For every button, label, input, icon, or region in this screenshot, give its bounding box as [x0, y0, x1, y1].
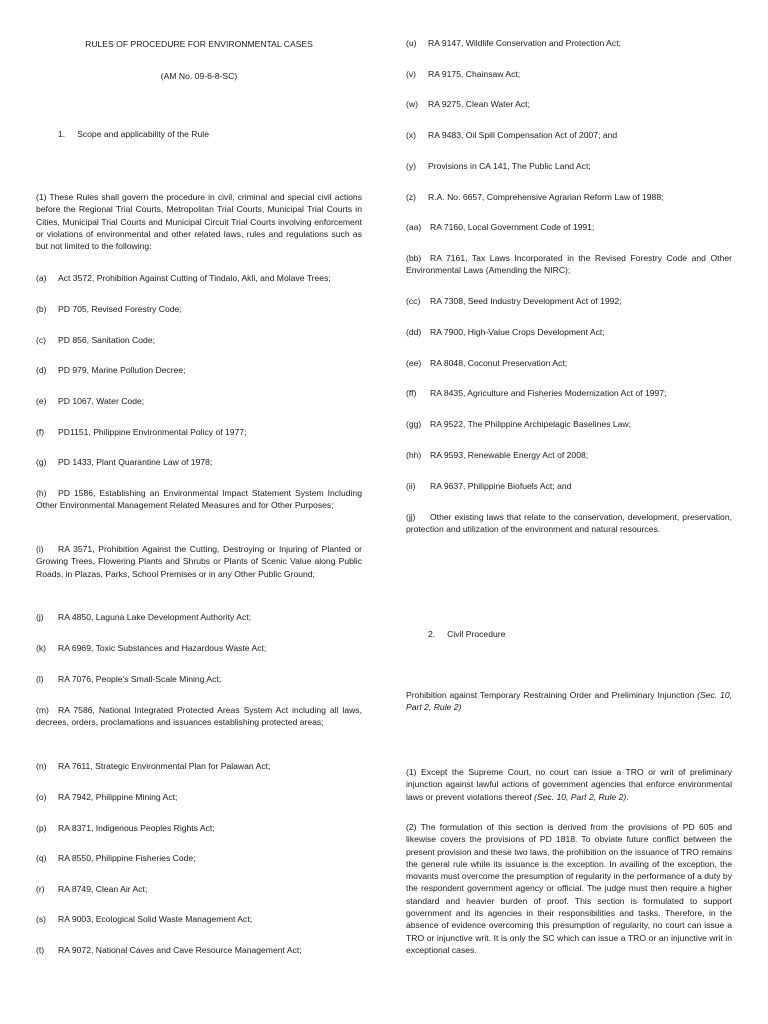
list-item	[406, 68, 732, 80]
list-item	[36, 364, 362, 376]
item-text: PD 856, Sanitation Code;	[58, 335, 155, 345]
item-text: RA 7900, High-Value Crops Development Act;	[430, 327, 605, 337]
item-label: (t)	[36, 945, 45, 955]
item-label: (x)	[406, 130, 417, 140]
item-label: (w)	[406, 99, 418, 109]
item-label: (s)	[36, 914, 47, 924]
item-text: RA 9522, The Philippine Archipelagic Baselines Law;	[430, 419, 631, 429]
list-item	[406, 98, 732, 110]
item-label: (y)	[406, 161, 417, 171]
item-text: RA 8371, Indigenous Peoples Rights Act;	[58, 823, 215, 833]
item-label: (bb)	[406, 253, 422, 263]
list-item	[36, 944, 362, 956]
item-text: PD 1433, Plant Quarantine Law of 1978;	[58, 457, 213, 467]
paragraph-end: .	[626, 791, 629, 802]
paragraph-tro	[406, 766, 732, 803]
item-text: RA 7942, Philippine Mining Act;	[58, 792, 178, 802]
item-label: (cc)	[406, 296, 421, 306]
item-label: (dd)	[406, 327, 422, 337]
paragraph-text: (1) Except the Supreme Court, no court can issue a TRO or writ of preliminary injunction against lawful actions of government agencies that enforce environmental laws or prevent violations thereof	[406, 767, 732, 802]
list-item	[36, 272, 362, 284]
item-label: (o)	[36, 792, 47, 802]
list-item	[406, 511, 732, 536]
prohibition-text: Prohibition against Temporary Restraining Order and Preliminary Injunction	[406, 690, 698, 700]
item-label: (b)	[36, 304, 47, 314]
item-label: (r)	[36, 884, 45, 894]
item-label: (l)	[36, 674, 44, 684]
prohibition-citation: (Sec. 10, Part 2, Rule 2)	[406, 690, 732, 713]
item-label: (jj)	[406, 512, 416, 522]
item-text: RA 7076, People’s Small-Scale Mining Act;	[58, 674, 222, 684]
list-item	[36, 791, 362, 803]
item-label: (z)	[406, 192, 417, 202]
item-text: RA 8435, Agriculture and Fisheries Modernization Act of 1997;	[430, 388, 667, 398]
item-text: PD 1067, Water Code;	[58, 396, 145, 406]
item-text: RA 7161, Tax Laws Incorporated in the Revised Forestry Code and Other Environmental Laws (Amending the NIRC);	[406, 253, 732, 276]
item-text: Other existing laws that relate to the conservation, development, preservation, protection and utilization of the environment and natural resources.	[406, 512, 732, 535]
item-text: RA 9593, Renewable Energy Act of 2008;	[430, 450, 589, 460]
item-text: RA 3571, Prohibition Against the Cutting, Destroying or Injuring of Planted or Growing Trees, Flowering Plants and Shrubs or Plants of Scenic Value along Public Roads, in Plazas, Parks, School Premises or in any Other Public Ground;	[36, 544, 362, 579]
item-label: (gg)	[406, 419, 422, 429]
item-label: (hh)	[406, 450, 422, 460]
document-title: RULES OF PROCEDURE FOR ENVIRONMENTAL CASES	[85, 39, 313, 49]
list-item	[36, 395, 362, 407]
list-item	[406, 37, 732, 49]
item-text: Act 3572, Prohibition Against Cutting of Tindalo, Akli, and Molave Trees;	[58, 273, 331, 283]
section-2-heading	[406, 628, 754, 640]
item-text: RA 9637, Philippine Biofuels Act; and	[430, 481, 572, 491]
item-text: RA 7611, Strategic Environmental Plan for Palawan Act;	[58, 761, 271, 771]
item-label: (ee)	[406, 358, 422, 368]
item-label: (n)	[36, 761, 47, 771]
list-item	[36, 426, 362, 438]
list-item	[406, 480, 732, 492]
list-item	[406, 449, 732, 461]
list-item	[406, 191, 732, 203]
item-label: (e)	[36, 396, 47, 406]
paragraph-citation: (Sec. 10, Part 2, Rule 2)	[534, 791, 627, 802]
item-text: PD 705, Revised Forestry Code;	[58, 304, 182, 314]
list-item	[36, 883, 362, 895]
item-label: (m)	[36, 705, 49, 715]
list-item	[36, 642, 362, 654]
list-item	[36, 822, 362, 834]
item-text: RA 6969, Toxic Substances and Hazardous Waste Act;	[58, 643, 267, 653]
item-text: PD1151, Philippine Environmental Policy of 1977;	[58, 427, 247, 437]
item-label: (c)	[36, 335, 47, 345]
list-item	[36, 456, 362, 468]
section-title: Scope and applicability of the Rule	[77, 129, 209, 139]
prohibition-heading	[406, 689, 732, 714]
list-item	[36, 760, 362, 772]
list-item	[406, 295, 732, 307]
item-text: RA 7586, National Integrated Protected Areas System Act including all laws, decrees, orders, proclamations and issuances establishing protected areas;	[36, 705, 362, 728]
item-label: (k)	[36, 643, 47, 653]
item-text: RA 9275, Clean Water Act;	[428, 99, 530, 109]
list-item	[36, 334, 362, 346]
list-item	[36, 611, 362, 623]
list-item	[36, 852, 362, 864]
item-text: RA 4850, Laguna Lake Development Authority Act;	[58, 612, 252, 622]
section-number: 1.	[58, 129, 66, 139]
list-item	[36, 673, 362, 685]
paragraph-scope: (1) These Rules shall govern the procedure in civil, criminal and special civil actions before the Regional Trial Courts, Metropolitan Trial Courts, Municipal Trial Courts in Cities, Municipal Trial Courts and Municipal Circuit Trial Courts involving enforcement or violations of environmental and other related laws, rules and regulations such as but not limited to the following:	[36, 192, 362, 252]
item-label: (aa)	[406, 222, 422, 232]
section-number: 2.	[428, 629, 436, 639]
item-text: RA 9147, Wildlife Conservation and Protection Act;	[428, 38, 621, 48]
item-text: RA 9175, Chainsaw Act;	[428, 69, 521, 79]
item-text: RA 9483, Oil Spill Compensation Act of 2007; and	[428, 130, 618, 140]
item-text: RA 9072, National Caves and Cave Resource Management Act;	[58, 945, 302, 955]
list-item	[36, 704, 362, 729]
item-label: (a)	[36, 273, 47, 283]
item-text: PD 979, Marine Pollution Decree;	[58, 365, 186, 375]
paragraph-formulation: (2) The formulation of this section is derived from the provisions of PD 605 and likewise covers the provisions of PD 1818. To obviate future conflict between the present provision and these two laws, the prohibition on the issuance of TRO remains the general rule while its issuance is the exception. In availing of the exception, the movants must overcome the presumption of regularity in the performance of a duty by the respondent government agency or official. The judge must then require a higher standard and heavier burden of proof. This section is formulated to support government and its agencies in their responsibilities and tasks. Therefore, in the absence of evidence overcoming this presumption of regularity, no court can issue a TRO or injunctive writ. It is only the SC which can issue a TRO or an injunctive writ in exceptional cases.	[406, 822, 732, 955]
list-item	[36, 487, 362, 512]
list-item	[36, 913, 362, 925]
item-text: Provisions in CA 141, The Public Land Act;	[428, 161, 591, 171]
item-label: (v)	[406, 69, 417, 79]
section-title: Civil Procedure	[447, 629, 506, 639]
section-1-heading	[36, 128, 384, 140]
item-label: (i)	[36, 544, 44, 554]
list-item	[406, 357, 732, 369]
item-label: (ii)	[406, 481, 416, 491]
list-item	[406, 252, 732, 277]
list-item	[36, 303, 362, 315]
item-label: (p)	[36, 823, 47, 833]
item-label: (u)	[406, 38, 417, 48]
item-label: (f)	[36, 427, 45, 437]
list-item	[406, 129, 732, 141]
list-item	[406, 221, 732, 233]
item-text: RA 8749, Clean Air Act;	[58, 884, 148, 894]
list-item	[406, 160, 732, 172]
item-text: RA 7160, Local Government Code of 1991;	[430, 222, 595, 232]
item-label: (d)	[36, 365, 47, 375]
item-text: RA 8048, Coconut Preservation Act;	[430, 358, 568, 368]
item-label: (j)	[36, 612, 44, 622]
item-label: (h)	[36, 488, 47, 498]
item-label: (q)	[36, 853, 47, 863]
list-item	[406, 418, 732, 430]
item-label: (ff)	[406, 388, 417, 398]
list-item	[406, 387, 732, 399]
item-label: (g)	[36, 457, 47, 467]
item-text: RA 7308, Seed Industry Development Act of 1992;	[430, 296, 622, 306]
list-item	[406, 326, 732, 338]
item-text: R.A. No. 6657, Comprehensive Agrarian Reform Law of 1988;	[428, 192, 664, 202]
item-text: RA 8550, Philippine Fisheries Code;	[58, 853, 196, 863]
item-text: RA 9003, Ecological Solid Waste Management Act;	[58, 914, 253, 924]
list-item	[36, 543, 362, 580]
item-text: PD 1586, Establishing an Environmental Impact Statement System Including Other Environmental Management Related Measures and for Other Purposes;	[36, 488, 362, 511]
document-subtitle: (AM No. 09-6-8-SC)	[160, 71, 238, 81]
